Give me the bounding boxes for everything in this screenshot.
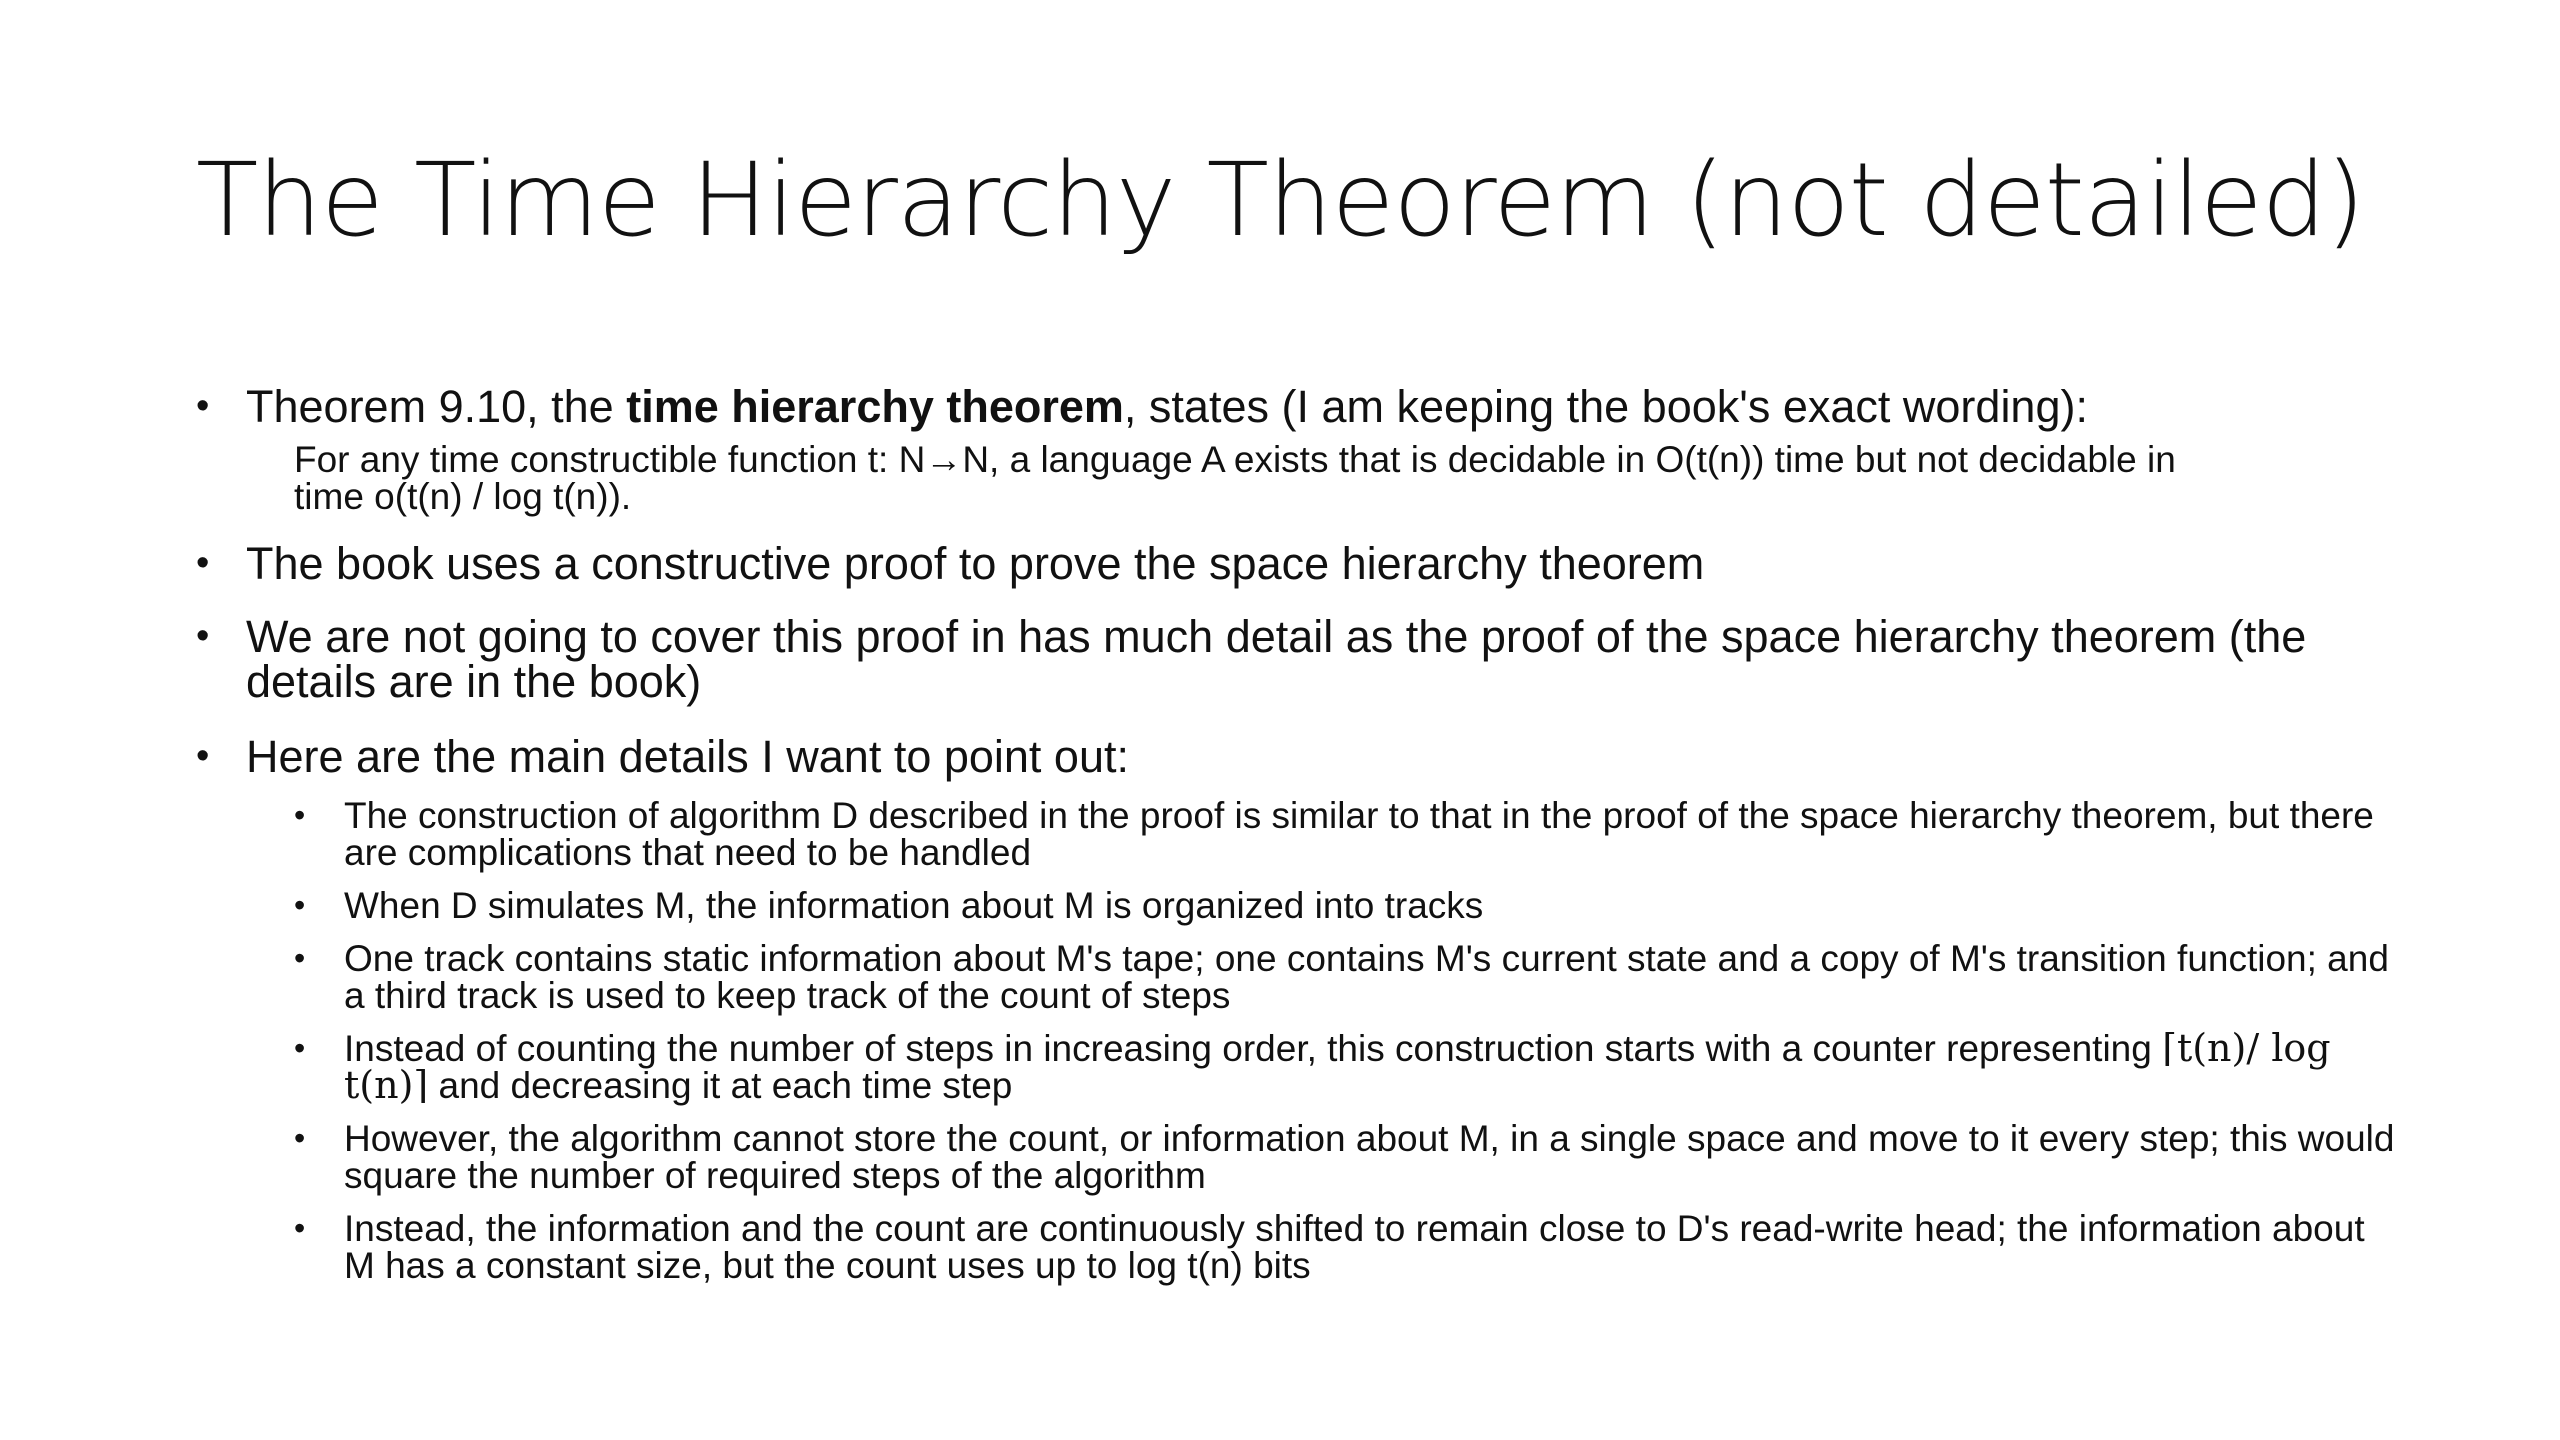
theorem-quote: For any time constructible function t: N→N, a language A exists that is decidable in O(t(n)) time but not decidable in time o(t(n) / log t(n)).	[294, 439, 2176, 517]
bullet-list	[196, 381, 2396, 1286]
sub-bullet-text-post: and decreasing it at each time step	[428, 1065, 1013, 1106]
bullet-text: Here are the main details I want to point out:	[246, 731, 1129, 782]
sub-bullet-item	[294, 1026, 2396, 1107]
sub-bullet-text-pre: Instead of counting the number of steps in increasing order, this construction starts with a counter representing	[344, 1028, 2163, 1069]
sub-bullet-item	[294, 1210, 2396, 1284]
bullet-icon: •	[196, 385, 210, 427]
ceiling-formula: ⌈t(n)/ log t(n)⌉	[344, 1026, 2331, 1107]
sub-bullet-icon: •	[294, 940, 306, 976]
bullet-item-theorem	[196, 381, 2396, 517]
bullet-item-constructive-proof	[196, 538, 2396, 589]
bullet-text: We are not going to cover this proof in has much detail as the proof of the space hierarchy theorem (the details are in the book)	[246, 611, 2307, 707]
bullet-item-main-details	[196, 731, 2396, 1286]
sub-bullet-icon: •	[294, 887, 306, 923]
sub-bullet-text: When D simulates M, the information about M is organized into tracks	[344, 885, 1484, 926]
sub-bullet-list	[294, 797, 2396, 1284]
sub-bullet-item	[294, 887, 2396, 924]
bullet-icon: •	[196, 542, 210, 584]
bullet-text-post: , states (I am keeping the book's exact wording):	[1123, 381, 2088, 432]
sub-bullet-item	[294, 1120, 2396, 1194]
sub-bullet-icon: •	[294, 1120, 306, 1156]
sub-bullet-text: The construction of algorithm D described in the proof is similar to that in the proof of the space hierarchy theorem, but there are complications that need to be handled	[344, 795, 2374, 873]
bullet-item-not-cover	[196, 611, 2396, 707]
bullet-text-bold: time hierarchy theorem	[626, 381, 1124, 432]
bullet-text: The book uses a constructive proof to prove the space hierarchy theorem	[246, 538, 1705, 589]
sub-bullet-item	[294, 940, 2396, 1014]
sub-bullet-text: One track contains static information about M's tape; one contains M's current state and a copy of M's transition function; and a third track is used to keep track of the count of steps	[344, 938, 2389, 1016]
sub-bullet-icon: •	[294, 1210, 306, 1246]
sub-bullet-item	[294, 797, 2396, 871]
bullet-text-pre: Theorem 9.10, the	[246, 381, 627, 432]
slide-body	[196, 381, 2396, 1314]
sub-bullet-text: Instead, the information and the count are continuously shifted to remain close to D's read-write head; the information about M has a constant size, but the count uses up to log t(n) bits	[344, 1208, 2365, 1286]
sub-bullet-text: However, the algorithm cannot store the count, or information about M, in a single space and move to it every step; this would square the number of required steps of the algorithm	[344, 1118, 2395, 1196]
sub-bullet-icon: •	[294, 1030, 306, 1066]
bullet-icon: •	[196, 735, 210, 777]
slide-title: The Time Hierarchy Theorem (not detailed)	[196, 141, 2365, 260]
sub-bullet-icon: •	[294, 797, 306, 833]
bullet-icon: •	[196, 615, 210, 657]
